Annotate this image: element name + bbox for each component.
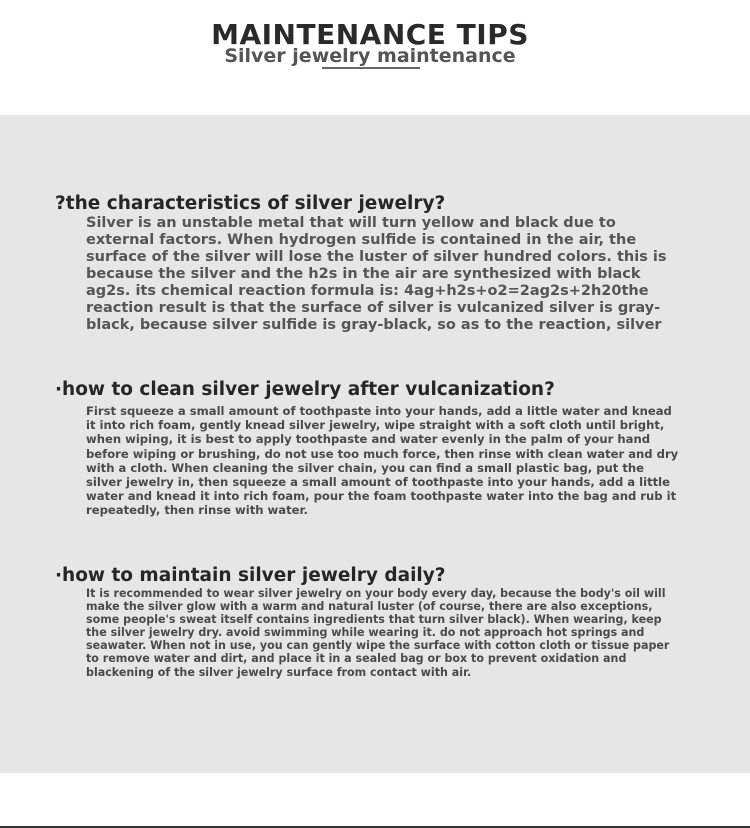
subtitle-underline (322, 67, 420, 69)
section-title-characteristics: ?the characteristics of silver jewelry? (55, 193, 446, 215)
page-title: MAINTENANCE TIPS (211, 17, 529, 51)
tips-panel (0, 115, 750, 773)
section-title-daily-maintenance: ·how to maintain silver jewelry daily? (55, 565, 446, 587)
section-title-cleaning: ·how to clean silver jewelry after vulcanization? (55, 379, 555, 401)
section-body-cleaning: First squeeze a small amount of toothpaste into your hands, add a little water and knead it into rich foam, gently knead silver jewelry, wipe straight with a soft cloth until bright, when wiping, it is best to apply toothpaste and water evenly in the palm of your hand before wiping or brushing, do not use too much force, then rinse with clean water and dry with a cloth. When cleaning the silver chain, you can find a small plastic bag, put the silver jewelry in, then squeeze a small amount of toothpaste into your hands, add a little water and knead it into rich foam, pour the foam toothpaste water into the bag and rub it repeatedly, then rinse with water. (86, 404, 679, 518)
section-body-daily-maintenance: It is recommended to wear silver jewelry on your body every day, because the body's oil will make the silver glow with a warm and natural luster (of course, there are also exceptions, some people's sweat itself contains ingredients that turn silver black). When wearing, keep the silver jewelry dry. avoid swimming while wearing it. do not approach hot springs and seawater. When not in use, you can gently wipe the surface with cotton cloth or tissue paper to remove water and dirt, and place it in a sealed bag or box to prevent oxidation and blackening of the silver jewelry surface from contact with air. (86, 587, 670, 679)
header (0, 0, 750, 115)
page-subtitle: Silver jewelry maintenance (224, 45, 516, 67)
section-body-characteristics: Silver is an unstable metal that will turn yellow and black due to external factors. When hydrogen sulfide is contained in the air, the surface of the silver will lose the luster of silver hundred colors. this is because the silver and the h2s in the air are synthesized with black ag2s. its chemical reaction formula is: 4ag+h2s+o2=2ag2s+2h20the reaction result is that the surface of silver is vulcanized silver is gray-black, because silver sulfide is gray-black, so as to the reaction, silver (86, 215, 667, 333)
